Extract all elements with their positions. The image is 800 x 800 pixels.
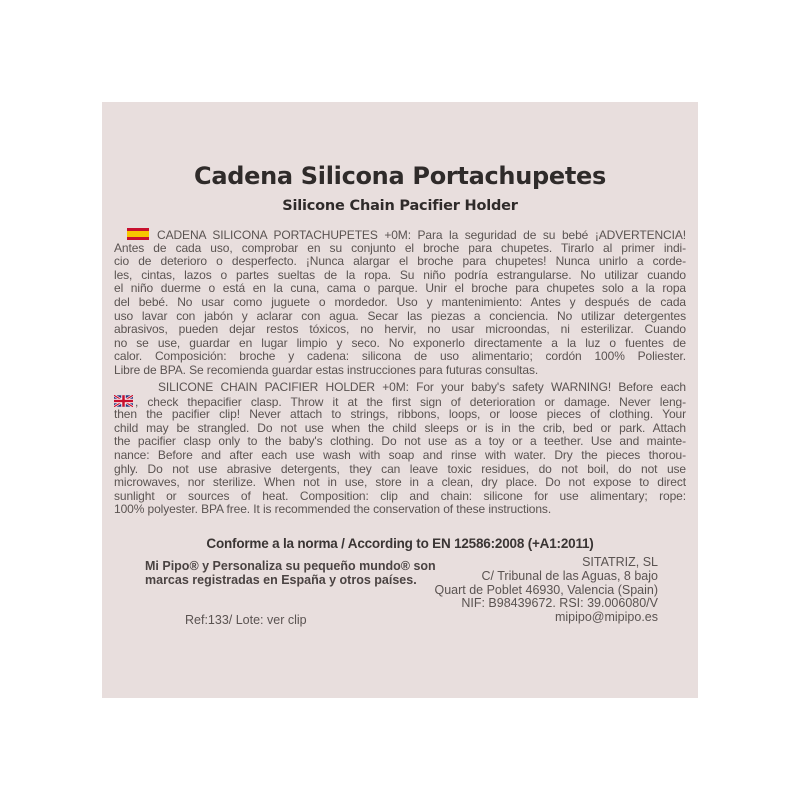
trademark-line: Mi Pipo® y Personaliza su pequeño mundo® son (145, 559, 436, 573)
company-address-line: C/ Tribunal de las Aguas, 8 bajo (481, 568, 658, 583)
company-address-line: Quart de Poblet 46930, Valencia (Spain) (434, 582, 658, 597)
text-line: del bebé. No usar como juguete o mordedor. Uso y mantenimiento: Antes y después de cada (114, 295, 686, 309)
text-line: sunlight or sources of heat. Composition: clip and chain: silicone for use alimentary; rope: (114, 489, 686, 503)
text-line: el niño duerme o está en la cuna, cama o parque. Unir el broche para chupetes solo a la ropa (114, 282, 686, 296)
uk-flag-icon (114, 395, 133, 407)
trademark-line: marcas registradas en España y otros países. (145, 573, 417, 587)
text-line: calor. Composición: broche y cadena: silicona de uso alimentario; cordón 100% Poliester. (114, 350, 686, 364)
spanish-warning-paragraph (114, 228, 686, 378)
company-address-line: mipipo@mipipo.es (554, 610, 658, 625)
text-line: uso lavar con jabón y aclarar con agua. Secar las piezas a conciencia. No utilizar detergentes (114, 309, 686, 323)
company-address-line: NIF: B98439672. RSI: 39.006080/V (461, 596, 658, 611)
text-line: cio de deterioro o desperfecto. ¡Nunca alargar el broche para chupetes! Nunca unirlo a corde- (114, 255, 686, 269)
text-line: SILICONE CHAIN PACIFIER HOLDER +0M: For your baby's safety WARNING! Before each (158, 381, 686, 394)
spain-flag-icon (127, 228, 149, 240)
company-address (434, 556, 658, 625)
company-address-line: SITATRIZ, SL (582, 555, 658, 569)
text-line: child may be strangled. Do not use when the child sleeps or is in the crib, bed or park. Attach (114, 421, 686, 435)
page-title: Cadena Silicona Portachupetes (194, 162, 606, 190)
text-line: then the pacifier clip! Never attach to strings, ribbons, loops, or loose pieces of clothing. Your (114, 408, 686, 422)
text-line: les, cintas, lazos o partes sueltas de la ropa. Su niño podría estrangularse. No utilizar cuando (114, 268, 686, 282)
text-line: abrasivos, pueden dejar restos tóxicos, no hervir, no usar microondas, ni esterilizar. Cuando (114, 323, 686, 337)
text-line: ghly. Do not use abrasive detergents, they can leave toxic residues, do not boil, do not use (114, 462, 686, 476)
text-line: the pacifier clasp only to the baby's clothing. Do not use as a toy or a teether. Use and mainte- (114, 435, 686, 449)
page-subtitle: Silicone Chain Pacifier Holder (282, 198, 518, 214)
trademark-notice (145, 559, 436, 587)
text-line: 100% polyester. BPA free. It is recommended the conservation of these instructions. (114, 503, 552, 517)
product-label (102, 102, 698, 698)
text-line: CADENA SILICONA PORTACHUPETES +0M: Para la seguridad de su bebé ¡ADVERTENCIA! (114, 228, 686, 242)
text-line: no se use, guardar en lugar limpio y seco. No exponerlo directamente a la luz o fuentes de (114, 336, 686, 350)
compliance-statement: Conforme a la norma / According to EN 12586:2008 (+A1:2011) (206, 536, 594, 551)
ref-lote-text: Ref:133/ Lote: ver clip (185, 613, 307, 627)
text-line: , check thepacifier clasp. Throw it at the first sign of deterioration or damage. Never leng- (114, 395, 686, 409)
text-line: nance: Before and after each use wash with soap and rinse with water. Dry the pieces thorou- (114, 448, 686, 462)
text-line: microwaves, nor sterilize. When not in use, store in a clean, dry place. Do not expose to direct (114, 476, 686, 490)
english-warning-paragraph (114, 381, 686, 517)
text-line: Antes de cada uso, comprobar en su conjunto el broche para chupetes. Tirarlo al primer indi- (114, 241, 686, 255)
text-line: Libre de BPA. Se recomienda guardar estas instrucciones para futuras consultas. (114, 363, 539, 377)
